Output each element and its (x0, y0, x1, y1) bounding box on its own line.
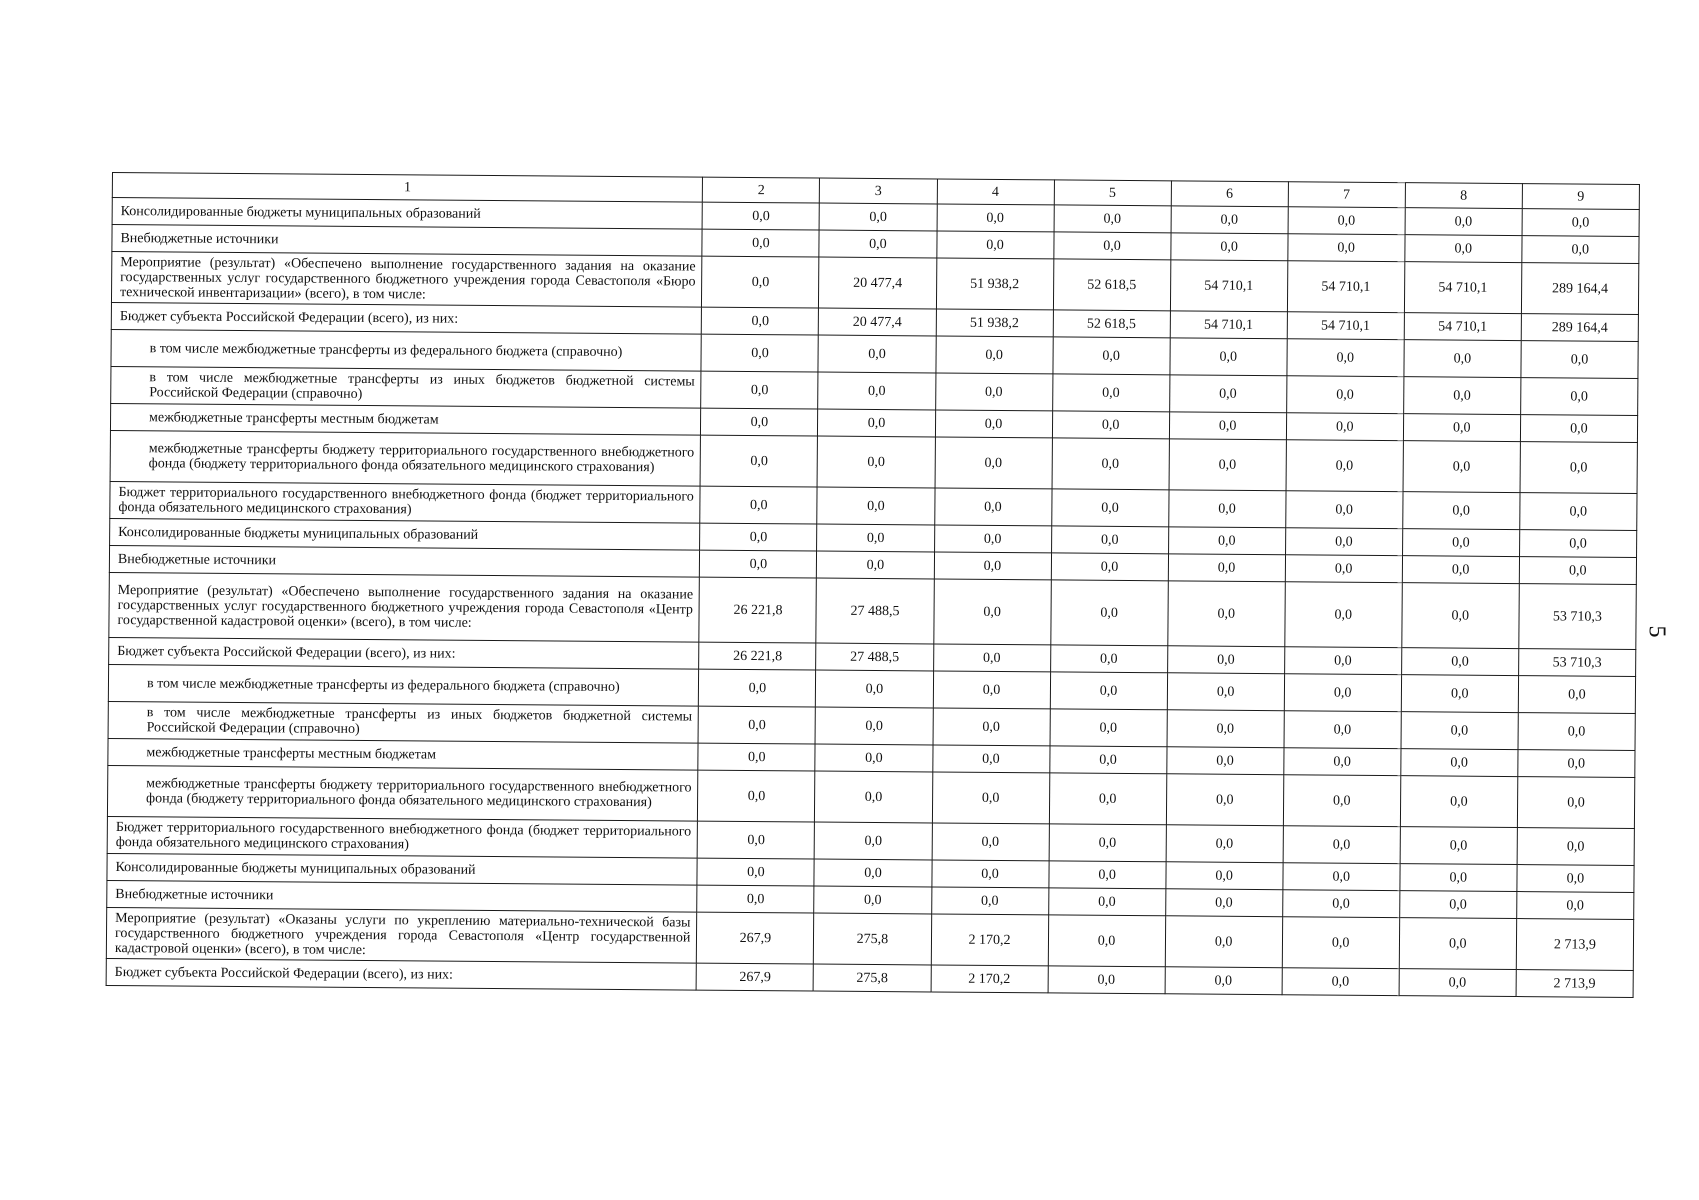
cell-value: 0,0 (1169, 375, 1286, 413)
cell-value: 0,0 (1283, 775, 1400, 827)
cell-value: 0,0 (1402, 556, 1519, 584)
cell-value: 0,0 (702, 202, 819, 230)
cell-value: 0,0 (1520, 378, 1637, 416)
cell-value: 0,0 (1517, 777, 1635, 829)
cell-value: 0,0 (1048, 915, 1165, 967)
cell-value: 0,0 (1284, 674, 1401, 712)
cell-value: 0,0 (819, 230, 936, 258)
cell-value: 0,0 (1286, 413, 1403, 441)
column-header: 6 (1171, 181, 1288, 207)
cell-value: 0,0 (1170, 338, 1287, 376)
cell-value: 0,0 (816, 670, 933, 708)
cell-value: 0,0 (1283, 826, 1400, 864)
cell-value: 0,0 (1403, 441, 1520, 493)
cell-value: 0,0 (1049, 773, 1166, 825)
cell-value: 0,0 (1401, 675, 1518, 713)
column-header: 5 (1054, 180, 1171, 206)
cell-value: 0,0 (1167, 710, 1284, 748)
cell-value: 0,0 (933, 644, 1050, 672)
cell-value: 0,0 (700, 435, 817, 487)
cell-value: 0,0 (1167, 646, 1284, 674)
row-label: Бюджет территориального государственного внебюджетного фонда (бюджет территориального фонда обязательного медицинского страхования) (107, 816, 698, 858)
cell-value: 0,0 (1282, 917, 1399, 969)
cell-value: 0,0 (700, 550, 817, 578)
cell-value: 0,0 (936, 231, 1053, 259)
cell-value: 2 170,2 (931, 965, 1048, 993)
cell-value: 20 477,4 (819, 308, 936, 336)
cell-value: 0,0 (1049, 746, 1166, 774)
row-label: Мероприятие (результат) «Обеспечено выполнение государственного задания на оказание государственных услуг государственного бюджетного учреждения города Севастополя «Бюро технической инвентаризации» (всего), в том числе: (111, 252, 702, 308)
cell-value: 0,0 (1520, 493, 1637, 531)
cell-value: 275,8 (814, 913, 931, 965)
cell-value: 0,0 (1053, 337, 1170, 375)
cell-value: 0,0 (931, 887, 1048, 915)
cell-value: 0,0 (1284, 711, 1401, 749)
cell-value: 0,0 (1401, 712, 1518, 750)
row-label: Внебюджетные источники (107, 880, 698, 912)
cell-value: 0,0 (932, 745, 1049, 773)
cell-value: 0,0 (1286, 440, 1403, 492)
column-header: 8 (1405, 183, 1522, 209)
cell-value: 0,0 (1521, 341, 1638, 379)
cell-value: 0,0 (1168, 554, 1285, 582)
cell-value: 0,0 (1518, 750, 1635, 778)
cell-value: 51 938,2 (936, 258, 1053, 310)
cell-value: 0,0 (1403, 414, 1520, 442)
budget-table (106, 172, 1640, 998)
cell-value: 2 713,9 (1516, 970, 1633, 998)
row-label: межбюджетные трансферты бюджету территориального государственного внебюджетного фонда (бюджету территориального фонда обязательного медицинского страхования) (107, 765, 698, 821)
cell-value: 0,0 (701, 334, 818, 372)
cell-value: 54 710,1 (1404, 262, 1521, 314)
cell-value: 0,0 (1166, 825, 1283, 863)
cell-value: 0,0 (815, 744, 932, 772)
cell-value: 0,0 (1052, 374, 1169, 412)
cell-value: 0,0 (1052, 438, 1169, 490)
cell-value: 0,0 (937, 204, 1054, 232)
cell-value: 0,0 (1402, 583, 1520, 649)
row-label: Консолидированные бюджеты муниципальных образований (107, 853, 698, 885)
cell-value: 0,0 (1401, 749, 1518, 777)
cell-value: 0,0 (1165, 967, 1282, 995)
cell-value: 20 477,4 (819, 257, 936, 309)
cell-value: 0,0 (1516, 892, 1633, 920)
cell-value: 51 938,2 (936, 309, 1053, 337)
cell-value: 0,0 (1288, 234, 1405, 262)
cell-value: 0,0 (698, 743, 815, 771)
cell-value: 0,0 (1050, 709, 1167, 747)
cell-value: 0,0 (934, 525, 1051, 553)
cell-value: 0,0 (931, 860, 1048, 888)
row-label: Бюджет субъекта Российской Федерации (всего), из них: (109, 637, 700, 669)
cell-value: 0,0 (1169, 439, 1286, 491)
cell-value: 0,0 (818, 409, 935, 437)
cell-value: 0,0 (1403, 377, 1520, 415)
row-label: Внебюджетные источники (112, 225, 703, 257)
cell-value: 53 710,3 (1518, 649, 1635, 677)
row-label: Мероприятие (результат) «Обеспечено выполнение государственного задания на оказание государственных услуг государственного бюджетного учреждения города Севастополя «Центр государственной кадастровой оценки» (всего), в том числе: (109, 572, 700, 642)
cell-value: 0,0 (1520, 442, 1638, 494)
cell-value: 0,0 (1048, 861, 1165, 889)
cell-value: 0,0 (933, 579, 1051, 645)
cell-value: 0,0 (1167, 673, 1284, 711)
cell-value: 54 710,1 (1404, 313, 1521, 341)
row-label: Внебюджетные источники (109, 545, 700, 577)
cell-value: 0,0 (1282, 890, 1399, 918)
cell-value: 0,0 (1167, 581, 1285, 647)
cell-value: 26 221,8 (699, 577, 817, 643)
cell-value: 0,0 (1050, 645, 1167, 673)
cell-value: 0,0 (1283, 863, 1400, 891)
cell-value: 0,0 (1284, 582, 1402, 648)
cell-value: 0,0 (1048, 966, 1165, 994)
cell-value: 0,0 (1517, 828, 1634, 866)
cell-value: 0,0 (702, 307, 819, 335)
cell-value: 0,0 (1520, 415, 1637, 443)
cell-value: 0,0 (1400, 864, 1517, 892)
cell-value: 267,9 (697, 912, 814, 964)
cell-value: 0,0 (1401, 648, 1518, 676)
cell-value: 0,0 (935, 373, 1052, 411)
row-label: в том числе межбюджетные трансферты из федерального бюджета (справочно) (108, 664, 699, 706)
cell-value: 0,0 (820, 203, 937, 231)
cell-value: 267,9 (696, 963, 813, 991)
cell-value: 27 488,5 (816, 578, 934, 644)
cell-value: 0,0 (1050, 672, 1167, 710)
cell-value: 2 170,2 (931, 914, 1048, 966)
cell-value: 0,0 (1518, 713, 1635, 751)
budget-table-sheet (106, 172, 1640, 998)
cell-value: 0,0 (1522, 209, 1639, 237)
cell-value: 0,0 (815, 707, 932, 745)
cell-value: 0,0 (697, 885, 814, 913)
cell-value: 52 618,5 (1053, 259, 1170, 311)
cell-value: 0,0 (1284, 647, 1401, 675)
cell-value: 0,0 (1166, 747, 1283, 775)
cell-value: 0,0 (702, 256, 819, 308)
cell-value: 0,0 (815, 771, 932, 823)
cell-value: 0,0 (1285, 491, 1402, 529)
row-label: Бюджет субъекта Российской Федерации (всего), из них: (106, 958, 697, 990)
cell-value: 0,0 (1402, 492, 1519, 530)
column-header: 9 (1522, 184, 1639, 210)
cell-value: 0,0 (1399, 969, 1516, 997)
cell-value: 0,0 (698, 821, 815, 859)
cell-value: 0,0 (702, 229, 819, 257)
cell-value: 0,0 (1050, 580, 1168, 646)
cell-value: 0,0 (1400, 776, 1517, 828)
cell-value: 0,0 (1519, 557, 1636, 585)
cell-value: 0,0 (815, 822, 932, 860)
page-number: 5 (1643, 625, 1670, 638)
cell-value: 0,0 (1399, 918, 1516, 970)
cell-value: 289 164,4 (1521, 314, 1638, 342)
row-label: в том числе межбюджетные трансферты из иных бюджетов бюджетной системы Российской Федерации (справочно) (111, 366, 702, 408)
cell-value: 0,0 (1166, 862, 1283, 890)
cell-value: 0,0 (935, 437, 1052, 489)
column-header: 7 (1288, 182, 1405, 208)
cell-value: 0,0 (1285, 528, 1402, 556)
row-label: Консолидированные бюджеты муниципальных образований (112, 198, 703, 230)
row-label: Бюджет субъекта Российской Федерации (всего), из них: (111, 302, 702, 334)
cell-value: 0,0 (818, 372, 935, 410)
cell-value: 0,0 (1166, 774, 1283, 826)
cell-value: 0,0 (1171, 206, 1288, 234)
cell-value: 0,0 (1286, 376, 1403, 414)
cell-value: 0,0 (1168, 527, 1285, 555)
cell-value: 0,0 (1399, 891, 1516, 919)
cell-value: 0,0 (1169, 412, 1286, 440)
cell-value: 0,0 (1048, 888, 1165, 916)
cell-value: 0,0 (932, 772, 1049, 824)
cell-value: 26 221,8 (699, 642, 816, 670)
cell-value: 0,0 (1052, 411, 1169, 439)
cell-value: 0,0 (1051, 553, 1168, 581)
cell-value: 2 713,9 (1516, 919, 1634, 971)
cell-value: 0,0 (1053, 232, 1170, 260)
cell-value: 54 710,1 (1287, 261, 1404, 313)
cell-value: 0,0 (701, 371, 818, 409)
row-label: Консолидированные бюджеты муниципальных образований (110, 518, 701, 550)
cell-value: 0,0 (934, 552, 1051, 580)
cell-value: 0,0 (1051, 489, 1168, 527)
cell-value: 0,0 (1282, 968, 1399, 996)
cell-value: 0,0 (1287, 339, 1404, 377)
cell-value: 0,0 (1405, 235, 1522, 263)
cell-value: 27 488,5 (816, 643, 933, 671)
cell-value: 0,0 (933, 671, 1050, 709)
cell-value: 0,0 (1518, 676, 1635, 714)
cell-value: 0,0 (701, 408, 818, 436)
cell-value: 0,0 (935, 410, 1052, 438)
cell-value: 0,0 (814, 859, 931, 887)
cell-value: 275,8 (814, 964, 931, 992)
row-label: в том числе межбюджетные трансферты из иных бюджетов бюджетной системы Российской Федерации (справочно) (108, 701, 699, 743)
cell-value: 0,0 (1283, 748, 1400, 776)
cell-value: 0,0 (817, 551, 934, 579)
cell-value: 0,0 (1285, 555, 1402, 583)
cell-value: 0,0 (814, 886, 931, 914)
cell-value: 54 710,1 (1287, 312, 1404, 340)
cell-value: 0,0 (1402, 529, 1519, 557)
cell-value: 0,0 (1404, 340, 1521, 378)
cell-value: 0,0 (1165, 916, 1282, 968)
cell-value: 53 710,3 (1519, 584, 1637, 650)
cell-value: 54 710,1 (1170, 311, 1287, 339)
cell-value: 0,0 (932, 823, 1049, 861)
cell-value: 289 164,4 (1521, 263, 1639, 315)
cell-value: 0,0 (1168, 490, 1285, 528)
cell-value: 0,0 (1054, 205, 1171, 233)
cell-value: 52 618,5 (1053, 310, 1170, 338)
cell-value: 0,0 (700, 486, 817, 524)
column-header: 1 (112, 173, 703, 203)
row-label: межбюджетные трансферты бюджету территориального государственного внебюджетного фонда (бюджету территориального фонда обязательного медицинского страхования) (110, 430, 701, 486)
cell-value: 0,0 (935, 336, 1052, 374)
cell-value: 0,0 (817, 487, 934, 525)
cell-value: 0,0 (818, 335, 935, 373)
column-header: 4 (937, 179, 1054, 205)
cell-value: 0,0 (817, 436, 934, 488)
cell-value: 0,0 (698, 770, 815, 822)
row-label: в том числе межбюджетные трансферты из федерального бюджета (справочно) (111, 329, 702, 371)
column-header: 3 (820, 178, 937, 204)
cell-value: 0,0 (817, 524, 934, 552)
cell-value: 0,0 (934, 488, 1051, 526)
row-label: межбюджетные трансферты местным бюджетам (110, 403, 701, 435)
cell-value: 0,0 (1519, 530, 1636, 558)
row-label: Бюджет территориального государственного внебюджетного фонда (бюджет территориального фонда обязательного медицинского страхования) (110, 481, 701, 523)
cell-value: 0,0 (1522, 236, 1639, 264)
cell-value: 0,0 (1049, 824, 1166, 862)
row-label: Мероприятие (результат) «Оказаны услуги по укреплению материально-технической базы государственного бюджетного учреждения города Севастополя «Центр государственной кадастровой оценки» (всего), в том числе: (106, 907, 697, 963)
cell-value: 0,0 (1170, 233, 1287, 261)
cell-value: 0,0 (1288, 207, 1405, 235)
row-label: межбюджетные трансферты местным бюджетам (108, 738, 699, 770)
column-header: 2 (703, 177, 820, 203)
cell-value: 0,0 (1517, 865, 1634, 893)
cell-value: 0,0 (1165, 889, 1282, 917)
cell-value: 0,0 (1051, 526, 1168, 554)
cell-value: 54 710,1 (1170, 260, 1287, 312)
cell-value: 0,0 (697, 858, 814, 886)
table-row (109, 572, 1636, 649)
cell-value: 0,0 (700, 523, 817, 551)
cell-value: 0,0 (1400, 827, 1517, 865)
cell-value: 0,0 (699, 669, 816, 707)
cell-value: 0,0 (933, 708, 1050, 746)
cell-value: 0,0 (698, 706, 815, 744)
cell-value: 0,0 (1405, 208, 1522, 236)
